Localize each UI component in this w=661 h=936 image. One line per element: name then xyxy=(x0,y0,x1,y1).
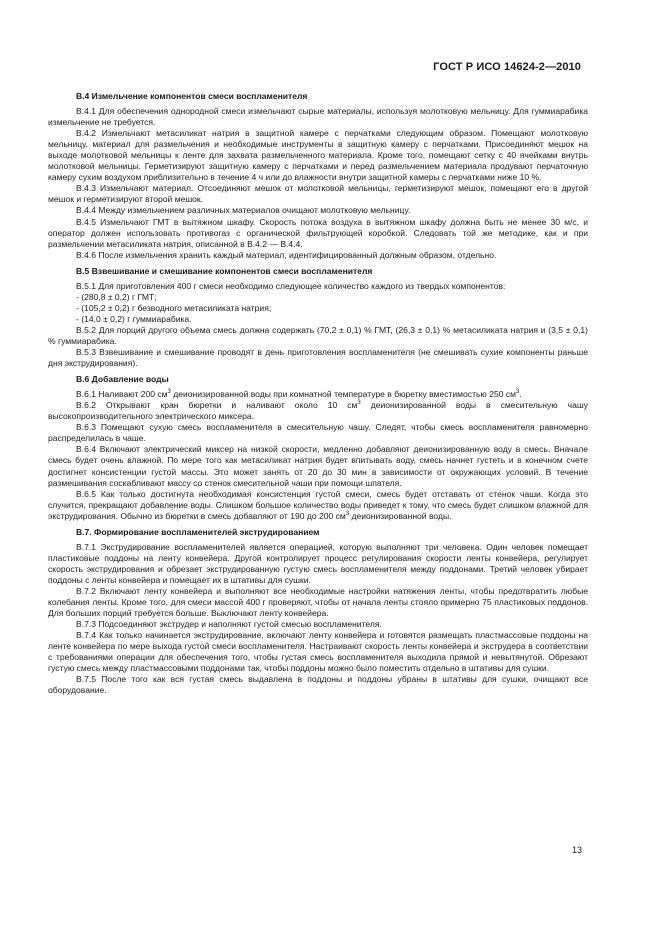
page-number: 13 xyxy=(571,845,582,855)
paragraph-b7-3: B.7.3 Подсоединяют экструдер и наполняют густой смесью воспламенителя. xyxy=(76,619,382,630)
paragraph-b6-5: B.6.5 Как только достигнута необходимая консистенция густой смеси, смесь будет отставать от стенок чаши. Когда это случится, прекращают добавление воды. Слишком большое количество воды приведет к тому, что смесь будет слишком влажной для экструдирования. Обычно из бюретки в смесь добавляют от 190 до 200 $см^3$ деионизированной воды. xyxy=(48,488,588,521)
section-heading-b4: B.4 Измельчение компонентов смеси воспламенителя xyxy=(76,91,308,101)
paragraph-b4-2: B.4.2 Измельчают метасиликат натрия в защитной камере с перчатками следующим образом. Помещают молотковую мельницу, материал для размельчения и необходимые инструменты в защитную камеру с перчатками. Присоединяют мешок на выходе молотковой мельницы к ленте для захвата размельченного материала. Кроме того, помещают сетку с 40 ячейками внутрь молотковой мельницы. Герметизируют защитную камеру с перчатками и перед размельчением материала продувают перчаточную камеру сухим воздухом приблизительно в течение 4 ч или до влажности внутри защитной камеры с перчатками ниже 10 %. xyxy=(48,128,588,183)
paragraph-b7-5: B.7.5 После того как вся густая смесь выдавлена в поддоны и поддоны убраны в штативы для сушки, очищают все оборудование. xyxy=(48,674,588,696)
list-item: - (280,8 ± 0,2) г ГМТ; xyxy=(76,291,157,302)
paragraph-b4-4: B.4.4 Между измельчением различных материалов очищают молотковую мельницу. xyxy=(76,205,411,216)
section-heading-b6: B.6 Добавление воды xyxy=(76,374,169,385)
paragraph-b7-4: B.7.4 Как только начинается экструдирование, включают ленту конвейера и готовятся размещать пластмассовые поддоны на ленте конвейера по мере выхода густой смеси воспламенителя. Настраивают скорость ленты конвейера и экструдера в соответствии с требованиями операции для обеспечения того, чтобы густая смесь воспламенителя выходила прямой и невытянутой. Обрезают густую смесь между пластмассовыми поддонами так, чтобы поддоны можно было поместить отдельно в штативы для сушки. xyxy=(48,630,588,674)
paragraph-b4-3: B.4.3 Измельчают материал. Отсоединяют мешок от молотковой мельницы, герметизируют мешок, помещают его в другой мешок и герметизируют второй мешок. xyxy=(48,183,588,205)
paragraph-b5-1: B.5.1 Для приготовления 400 г смеси необходимо следующее количество каждого из твердых компонентов: xyxy=(76,280,506,291)
standard-header: ГОСТ Р ИСО 14624-2—2010 xyxy=(433,61,581,73)
list-item: - (105,2 ± 0,2) г безводного метасиликата натрия; xyxy=(76,302,272,313)
paragraph-b6-4: B.6.4 Включают электрический миксер на низкой скорости, медленно добавляют деионизированную воду в смесь. Вначале смесь будет очень влажной. По мере того как метасиликат натрия будет впитывать воду, смесь начнет густеть и в конечном счете достигнет консистенции густой массы. Это может занять от 20 до 30 мин в зависимости от окружающих условий. В течение размешивания соскабливают массу со стенок смесительной чаши при помощи шпателя. xyxy=(48,444,588,488)
section-heading-b7: B.7. Формирование воспламенителей экструдированием xyxy=(76,526,320,537)
paragraph-b4-6: B.4.6 После измельчения хранить каждый материал, идентифицированный должным образом, отдельно. xyxy=(76,249,497,260)
paragraph-b7-1: B.7.1 Экструдирование воспламенителей является операцией, которую выполняют три человека. Один человек помещает пластиковые поддоны на ленту конвейера. Другой контролирует процесс регулирования скорости ленты конвейера, регулирует скорость экструдирования и обрезает экструдированную густую смесь воспламенителя между поддонами. Третий человек убирает поддоны с ленты конвейера и помещает их в штативы для сушки. xyxy=(48,541,588,585)
paragraph-b5-2: B.5.2 Для порций другого объема смесь должна содержать (70,2 ± 0,1) % ГМТ, (26,3 ± 0,1) % метасиликата натрия и (3,5 ± 0,1) % гуммиарабика. xyxy=(48,324,588,346)
paragraph-b6-1: B.6.1 Наливают 200 $см^3$ деионизированной воды при комнатной температуре в бюретку вместимостью 250 $см^3$. xyxy=(76,389,522,400)
paragraph-b7-2: B.7.2 Включают ленту конвейера и выполняют все необходимые настройки натяжения ленты, чтобы предотвратить любые колебания ленты. Кроме того, для смеси массой 400 г проверяют, чтобы от начала ленты стояло примерно 75 пластиковых поддонов. Для больших порций требуется больше. Выключают ленту конвейера. xyxy=(48,585,588,619)
list-item: - (14,0 ± 0,2) г гуммиарабика. xyxy=(76,313,192,324)
paragraph-b4-1: B.4.1 Для обеспечения однородной смеси измельчают сырые материалы, используя молотковую мельницу. Для гуммиарабика измельчение не требуется. xyxy=(48,106,588,128)
section-heading-b5: B.5 Взвешивание и смешивание компонентов смеси воспламенителя xyxy=(76,265,373,276)
paragraph-b6-3: B.6.3 Помещают сухую смесь воспламенителя в смесительную чашу. Следят, чтобы смесь воспламенителя равномерно распределилась в чаше. xyxy=(48,422,588,444)
paragraph-b6-2: B.6.2 Открывают кран бюретки и наливают около 10 $см^3$ деионизированной воды в смесительную чашу высокопроизводительного электрического миксера. xyxy=(48,400,588,422)
paragraph-b4-5: B.4.5 Измельчают ГМТ в вытяжном шкафу. Скорость потока воздуха в вытяжном шкафу должна быть не менее 30 м/с, и оператор должен использовать противогаз с органической фильтрующей коробкой. Следовать той же методике, как и при размельчении метасиликата натрия, описанной в B.4.2 — B.4.4. xyxy=(48,216,588,249)
document-body xyxy=(48,91,588,696)
paragraph-b5-3: B.5.3 Взвешивание и смешивание проводят в день приготовления воспламенителя (не смешивать сухие компоненты раньше дня экструдирования). xyxy=(48,347,588,369)
